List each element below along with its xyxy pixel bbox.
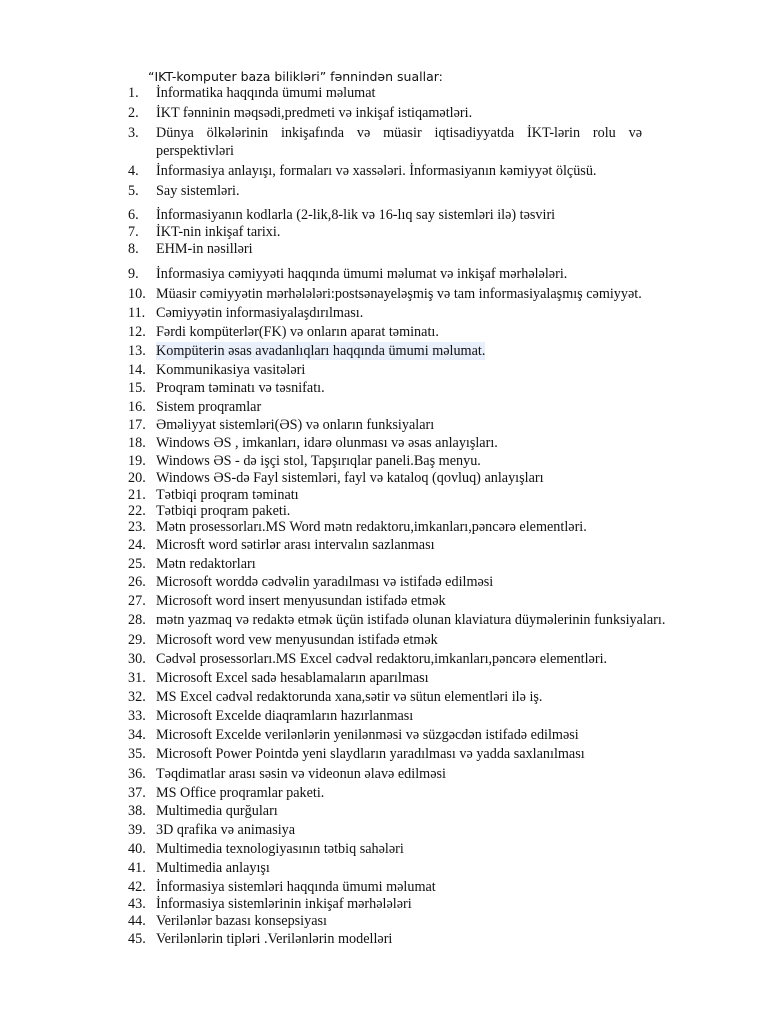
question-text: Microsoft Excelde verilənlərin yenilənməsi və süzgəcdən istifadə edilməsi [156, 727, 579, 743]
question-number: 1. [128, 85, 139, 101]
question-number: 7. [128, 224, 139, 240]
question-number: 14. [128, 362, 146, 378]
question-text: Kommunikasiya vasitələri [156, 362, 306, 378]
question-number: 34. [128, 727, 146, 743]
question-text: Microsoft Power Pointdə yeni slaydların yaradılması və yadda saxlanılması [156, 746, 585, 762]
question-number: 21. [128, 487, 146, 503]
question-text: mətn yazmaq və redaktə etmək üçün istifadə olunan klaviatura düyməlerinin funksiyaları. [156, 612, 666, 628]
question-text: İKT-nin inkişaf tarixi. [156, 224, 281, 240]
question-text: Əməliyyat sistemləri(ƏS) və onların funksiyaları [156, 417, 435, 433]
question-number: 2. [128, 105, 139, 121]
question-text: Verilənlərin tipləri .Verilənlərin modelləri [156, 931, 393, 947]
question-number: 18. [128, 435, 146, 451]
question-number: 37. [128, 785, 146, 801]
question-text: Təqdimatlar arası səsin və videonun əlavə edilməsi [156, 766, 446, 782]
document-title: “IKT-komputer baza bilikləri” fənnindən suallar: [148, 69, 443, 84]
question-text: İnformatika haqqında ümumi məlumat [156, 85, 376, 101]
question-text: Sistem proqramlar [156, 399, 262, 415]
question-text: İnformasiya sistemlərinin inkişaf mərhələləri [156, 896, 412, 912]
question-number: 44. [128, 913, 146, 929]
question-text: İKT fənninin məqsədi,predmeti və inkişaf istiqamətləri. [156, 105, 473, 121]
question-number: 35. [128, 746, 146, 762]
question-number: 17. [128, 417, 146, 433]
question-text: Tətbiqi proqram paketi. [156, 503, 291, 519]
question-text: Multimedia texnologiyasının tətbiq sahələri [156, 841, 404, 857]
question-number: 39. [128, 822, 146, 838]
question-number: 5. [128, 183, 139, 199]
question-text: Microsoft Excel sadə hesablamaların aparılması [156, 670, 429, 686]
question-number: 6. [128, 207, 139, 223]
question-number: 24. [128, 537, 146, 553]
question-number: 23. [128, 519, 146, 535]
question-number: 9. [128, 266, 139, 282]
question-text: Cəmiyyətin informasiyalaşdırılması. [156, 305, 364, 321]
question-text: Windows ƏS , imkanları, idarə olunması və əsas anlayışları. [156, 435, 498, 451]
question-number: 12. [128, 324, 146, 340]
question-number: 36. [128, 766, 146, 782]
question-number: 8. [128, 241, 139, 257]
question-number: 33. [128, 708, 146, 724]
question-number: 11. [128, 305, 146, 321]
question-number: 30. [128, 651, 146, 667]
question-number: 4. [128, 163, 139, 179]
question-number: 16. [128, 399, 146, 415]
question-number: 15. [128, 380, 146, 396]
question-text: Microsoft word vew menyusundan istifadə etmək [156, 632, 438, 648]
question-text: 3D qrafika və animasiya [156, 822, 296, 838]
question-number: 10. [128, 286, 146, 302]
question-text: Windows ƏS-də Fayl sistemləri, fayl və kataloq (qovluq) anlayışları [156, 470, 544, 486]
question-text: Microsoft word insert menyusundan istifadə etmək [156, 593, 446, 609]
question-number: 41. [128, 860, 146, 876]
question-text: Tətbiqi proqram təminatı [156, 487, 299, 503]
question-text: Mətn prosessorları.MS Word mətn redaktoru,imkanları,pəncərə elementləri. [156, 519, 587, 535]
question-text: Müasir cəmiyyətin mərhələləri:postsənayeləşmiş və tam informasiyalaşmış cəmiyyət. [156, 286, 642, 302]
question-number: 25. [128, 556, 146, 572]
question-number: 32. [128, 689, 146, 705]
question-text: İnformasiya anlayışı, formaları və xassələri. İnformasiyanın kəmiyyət ölçüsü. [156, 163, 597, 179]
question-number: 19. [128, 453, 146, 469]
question-number: 42. [128, 879, 146, 895]
question-text: MS Excel cədvəl redaktorunda xana,sətir və sütun elementləri ilə iş. [156, 689, 543, 705]
question-text: İnformasiya cəmiyyəti haqqında ümumi məlumat və inkişaf mərhələləri. [156, 266, 568, 282]
question-number: 43. [128, 896, 146, 912]
question-text: Kompüterin əsas avadanlıqları haqqında ümumi məlumat. [156, 343, 486, 359]
question-number: 38. [128, 803, 146, 819]
question-text: Multimedia anlayışı [156, 860, 270, 876]
question-text: Microsoft worddə cədvəlin yaradılması və istifadə edilməsi [156, 574, 494, 590]
question-number: 27. [128, 593, 146, 609]
question-text: Cədvəl prosessorları.MS Excel cədvəl redaktoru,imkanları,pəncərə elementləri. [156, 651, 608, 667]
question-text: Microsoft Excelde diaqramların hazırlanması [156, 708, 414, 724]
question-text: Verilənlər bazası konsepsiyası [156, 913, 327, 929]
question-number: 26. [128, 574, 146, 590]
question-number: 28. [128, 612, 146, 628]
question-text: İnformasiyanın kodlarla (2-lik,8-lik və 16-lıq say sistemləri ilə) təsviri [156, 207, 556, 223]
question-text: Say sistemləri. [156, 183, 240, 199]
question-text: Fərdi kompüterlər(FK) və onların aparat təminatı. [156, 324, 439, 340]
question-number: 20. [128, 470, 146, 486]
question-text: Proqram təminatı və təsnifatı. [156, 380, 325, 396]
question-number: 29. [128, 632, 146, 648]
question-text: İnformasiya sistemləri haqqında ümumi məlumat [156, 879, 436, 895]
question-text: EHM-in nəsilləri [156, 241, 253, 257]
question-text: Multimedia qurğuları [156, 803, 278, 819]
question-number: 22. [128, 503, 146, 519]
question-text: MS Office proqramlar paketi. [156, 785, 325, 801]
question-number: 13. [128, 343, 146, 359]
question-number: 40. [128, 841, 146, 857]
question-text: Windows ƏS - də işçi stol, Tapşırıqlar paneli.Baş menyu. [156, 453, 481, 469]
question-text: Dünya ölkələrinin inkişafında və müasir iqtisadiyyatda İKT-lərin rolu və perspektivləri [156, 125, 642, 159]
question-number: 45. [128, 931, 146, 947]
question-text: Microsft word sətirlər arası intervalın sazlanması [156, 537, 435, 553]
question-text: Mətn redaktorları [156, 556, 256, 572]
question-number: 3. [128, 125, 139, 141]
question-number: 31. [128, 670, 146, 686]
